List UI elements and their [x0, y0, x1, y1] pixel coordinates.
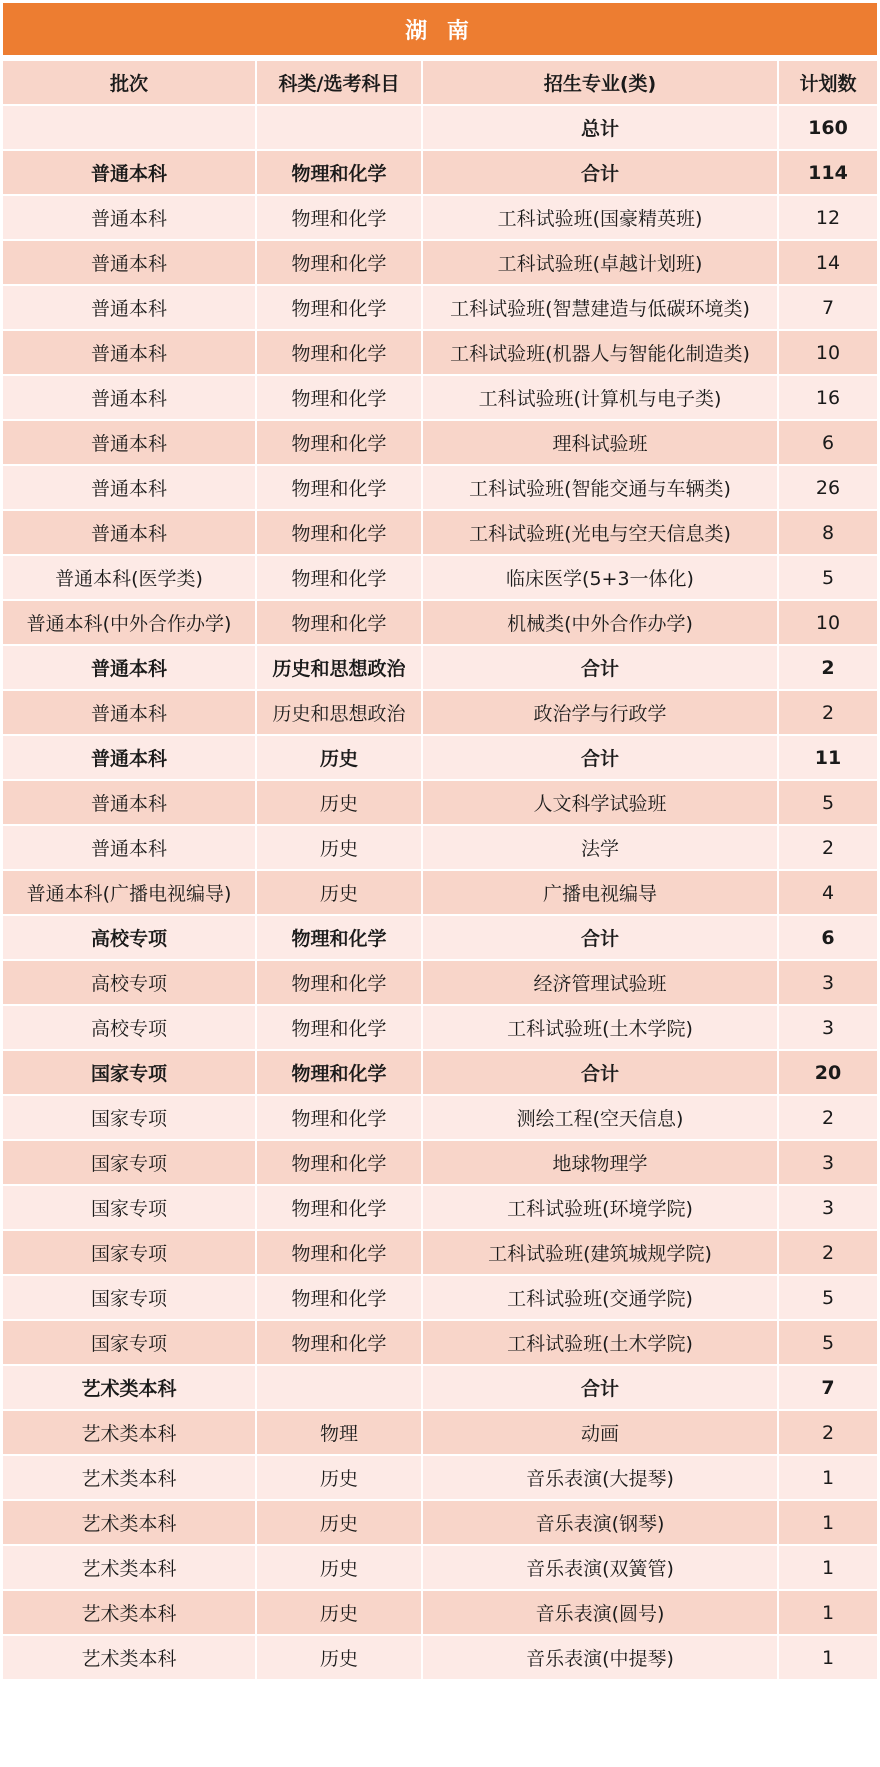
cell-subject: 物理和化学 [257, 1276, 421, 1319]
table-row [3, 331, 877, 374]
cell-major: 音乐表演(双簧管) [423, 1546, 777, 1589]
cell-batch: 普通本科 [3, 736, 255, 779]
cell-batch: 普通本科 [3, 826, 255, 869]
table-subtotal-row [3, 151, 877, 194]
cell-batch: 高校专项 [3, 916, 255, 959]
cell-batch: 普通本科(中外合作办学) [3, 601, 255, 644]
cell-batch: 国家专项 [3, 1141, 255, 1184]
table-row [3, 1456, 877, 1499]
cell-major: 工科试验班(土木学院) [423, 1321, 777, 1364]
cell-count: 2 [779, 1231, 877, 1274]
cell-subject: 历史 [257, 736, 421, 779]
cell-major: 工科试验班(智慧建造与低碳环境类) [423, 286, 777, 329]
table-row [3, 466, 877, 509]
cell-count: 2 [779, 826, 877, 869]
cell-batch: 普通本科 [3, 331, 255, 374]
cell-subject [257, 1366, 421, 1409]
cell-batch [3, 106, 255, 149]
cell-subject: 物理和化学 [257, 196, 421, 239]
cell-batch: 普通本科 [3, 196, 255, 239]
cell-count: 6 [779, 916, 877, 959]
cell-subject: 物理和化学 [257, 151, 421, 194]
cell-batch: 艺术类本科 [3, 1456, 255, 1499]
cell-subject: 物理和化学 [257, 1231, 421, 1274]
cell-subject: 历史 [257, 1501, 421, 1544]
table-row [3, 286, 877, 329]
header-count: 计划数 [779, 61, 877, 104]
cell-batch: 艺术类本科 [3, 1591, 255, 1634]
cell-count: 8 [779, 511, 877, 554]
table-row [3, 1636, 877, 1679]
cell-subject: 历史 [257, 826, 421, 869]
table-row [3, 826, 877, 869]
table-subtotal-row [3, 1366, 877, 1409]
cell-major: 测绘工程(空天信息) [423, 1096, 777, 1139]
cell-major: 总计 [423, 106, 777, 149]
table-subtotal-row [3, 646, 877, 689]
cell-count: 1 [779, 1546, 877, 1589]
cell-batch: 国家专项 [3, 1276, 255, 1319]
cell-major: 合计 [423, 151, 777, 194]
cell-subject: 物理和化学 [257, 376, 421, 419]
cell-subject: 物理和化学 [257, 1186, 421, 1229]
table-subtotal-row [3, 736, 877, 779]
cell-major: 地球物理学 [423, 1141, 777, 1184]
cell-major: 人文科学试验班 [423, 781, 777, 824]
table-row [3, 961, 877, 1004]
cell-count: 20 [779, 1051, 877, 1094]
cell-batch: 普通本科 [3, 646, 255, 689]
cell-major: 音乐表演(圆号) [423, 1591, 777, 1634]
cell-major: 工科试验班(机器人与智能化制造类) [423, 331, 777, 374]
cell-count: 2 [779, 691, 877, 734]
cell-batch: 普通本科 [3, 151, 255, 194]
cell-subject: 物理和化学 [257, 511, 421, 554]
table-row [3, 1546, 877, 1589]
cell-major: 机械类(中外合作办学) [423, 601, 777, 644]
cell-count: 10 [779, 331, 877, 374]
cell-subject: 物理和化学 [257, 601, 421, 644]
cell-major: 法学 [423, 826, 777, 869]
table-row [3, 1231, 877, 1274]
cell-subject: 物理和化学 [257, 286, 421, 329]
cell-batch: 普通本科 [3, 421, 255, 464]
cell-count: 2 [779, 1411, 877, 1454]
cell-batch: 国家专项 [3, 1321, 255, 1364]
cell-count: 7 [779, 286, 877, 329]
cell-count: 5 [779, 1276, 877, 1319]
cell-subject: 历史 [257, 1591, 421, 1634]
cell-major: 广播电视编导 [423, 871, 777, 914]
cell-batch: 普通本科 [3, 376, 255, 419]
table-row [3, 1411, 877, 1454]
cell-count: 3 [779, 1006, 877, 1049]
cell-batch: 国家专项 [3, 1231, 255, 1274]
cell-subject: 物理和化学 [257, 1051, 421, 1094]
cell-subject: 历史 [257, 781, 421, 824]
cell-count: 1 [779, 1501, 877, 1544]
cell-count: 2 [779, 1096, 877, 1139]
cell-count: 160 [779, 106, 877, 149]
cell-batch: 国家专项 [3, 1096, 255, 1139]
table-row [3, 1591, 877, 1634]
cell-subject: 历史 [257, 1456, 421, 1499]
cell-batch: 普通本科 [3, 241, 255, 284]
cell-batch: 艺术类本科 [3, 1636, 255, 1679]
cell-major: 音乐表演(大提琴) [423, 1456, 777, 1499]
cell-count: 11 [779, 736, 877, 779]
table-subtotal-row [3, 916, 877, 959]
cell-count: 5 [779, 781, 877, 824]
cell-subject: 物理 [257, 1411, 421, 1454]
table-row [3, 1501, 877, 1544]
cell-subject: 物理和化学 [257, 421, 421, 464]
cell-count: 2 [779, 646, 877, 689]
cell-batch: 艺术类本科 [3, 1366, 255, 1409]
cell-count: 1 [779, 1636, 877, 1679]
cell-subject: 物理和化学 [257, 1006, 421, 1049]
cell-subject: 物理和化学 [257, 1096, 421, 1139]
cell-major: 音乐表演(钢琴) [423, 1501, 777, 1544]
table-row [3, 871, 877, 914]
cell-major: 工科试验班(交通学院) [423, 1276, 777, 1319]
cell-subject: 物理和化学 [257, 961, 421, 1004]
cell-subject: 物理和化学 [257, 1321, 421, 1364]
cell-count: 3 [779, 961, 877, 1004]
admission-plan-table-container [3, 3, 877, 1681]
cell-major: 合计 [423, 646, 777, 689]
cell-count: 16 [779, 376, 877, 419]
cell-count: 114 [779, 151, 877, 194]
cell-subject: 物理和化学 [257, 241, 421, 284]
cell-batch: 高校专项 [3, 1006, 255, 1049]
cell-major: 工科试验班(光电与空天信息类) [423, 511, 777, 554]
cell-batch: 普通本科 [3, 286, 255, 329]
table-row [3, 1321, 877, 1364]
cell-batch: 普通本科 [3, 511, 255, 554]
cell-subject: 历史和思想政治 [257, 646, 421, 689]
table-row [3, 376, 877, 419]
cell-batch: 艺术类本科 [3, 1501, 255, 1544]
cell-batch: 普通本科(医学类) [3, 556, 255, 599]
cell-batch: 艺术类本科 [3, 1546, 255, 1589]
cell-major: 工科试验班(国豪精英班) [423, 196, 777, 239]
cell-batch: 普通本科(广播电视编导) [3, 871, 255, 914]
cell-subject: 物理和化学 [257, 916, 421, 959]
cell-batch: 国家专项 [3, 1051, 255, 1094]
table-row [3, 556, 877, 599]
cell-major: 理科试验班 [423, 421, 777, 464]
cell-major: 工科试验班(智能交通与车辆类) [423, 466, 777, 509]
table-row [3, 1186, 877, 1229]
header-major: 招生专业(类) [423, 61, 777, 104]
cell-batch: 普通本科 [3, 781, 255, 824]
cell-count: 3 [779, 1186, 877, 1229]
cell-subject: 物理和化学 [257, 556, 421, 599]
cell-count: 5 [779, 556, 877, 599]
table-row [3, 601, 877, 644]
table-row [3, 511, 877, 554]
table-subtotal-row [3, 1051, 877, 1094]
cell-major: 政治学与行政学 [423, 691, 777, 734]
cell-major: 工科试验班(卓越计划班) [423, 241, 777, 284]
cell-major: 合计 [423, 736, 777, 779]
table-body [3, 106, 877, 1679]
table-row [3, 1006, 877, 1049]
cell-major: 工科试验班(环境学院) [423, 1186, 777, 1229]
cell-subject: 历史 [257, 871, 421, 914]
cell-major: 临床医学(5+3一体化) [423, 556, 777, 599]
cell-count: 3 [779, 1141, 877, 1184]
cell-count: 6 [779, 421, 877, 464]
province-title: 湖 南 [3, 3, 877, 55]
cell-subject: 物理和化学 [257, 466, 421, 509]
cell-major: 动画 [423, 1411, 777, 1454]
cell-major: 音乐表演(中提琴) [423, 1636, 777, 1679]
table-row [3, 1141, 877, 1184]
cell-major: 工科试验班(建筑城规学院) [423, 1231, 777, 1274]
cell-batch: 普通本科 [3, 466, 255, 509]
cell-subject: 历史 [257, 1636, 421, 1679]
cell-count: 14 [779, 241, 877, 284]
cell-major: 经济管理试验班 [423, 961, 777, 1004]
cell-count: 4 [779, 871, 877, 914]
table-row [3, 691, 877, 734]
table-row [3, 1276, 877, 1319]
cell-subject [257, 106, 421, 149]
cell-count: 5 [779, 1321, 877, 1364]
cell-subject: 历史 [257, 1546, 421, 1589]
header-batch: 批次 [3, 61, 255, 104]
cell-major: 合计 [423, 1051, 777, 1094]
header-subject: 科类/选考科目 [257, 61, 421, 104]
cell-count: 1 [779, 1456, 877, 1499]
table-row [3, 421, 877, 464]
cell-major: 工科试验班(土木学院) [423, 1006, 777, 1049]
cell-batch: 国家专项 [3, 1186, 255, 1229]
cell-count: 26 [779, 466, 877, 509]
table-row [3, 241, 877, 284]
table-subtotal-row [3, 106, 877, 149]
cell-major: 合计 [423, 916, 777, 959]
table-row [3, 781, 877, 824]
cell-subject: 物理和化学 [257, 331, 421, 374]
cell-subject: 历史和思想政治 [257, 691, 421, 734]
table-header-row [3, 61, 877, 104]
table-row [3, 1096, 877, 1139]
cell-batch: 艺术类本科 [3, 1411, 255, 1454]
cell-major: 合计 [423, 1366, 777, 1409]
cell-subject: 物理和化学 [257, 1141, 421, 1184]
cell-batch: 高校专项 [3, 961, 255, 1004]
cell-major: 工科试验班(计算机与电子类) [423, 376, 777, 419]
cell-count: 12 [779, 196, 877, 239]
table-row [3, 196, 877, 239]
admission-plan-table [1, 59, 879, 1681]
cell-batch: 普通本科 [3, 691, 255, 734]
cell-count: 10 [779, 601, 877, 644]
cell-count: 7 [779, 1366, 877, 1409]
cell-count: 1 [779, 1591, 877, 1634]
